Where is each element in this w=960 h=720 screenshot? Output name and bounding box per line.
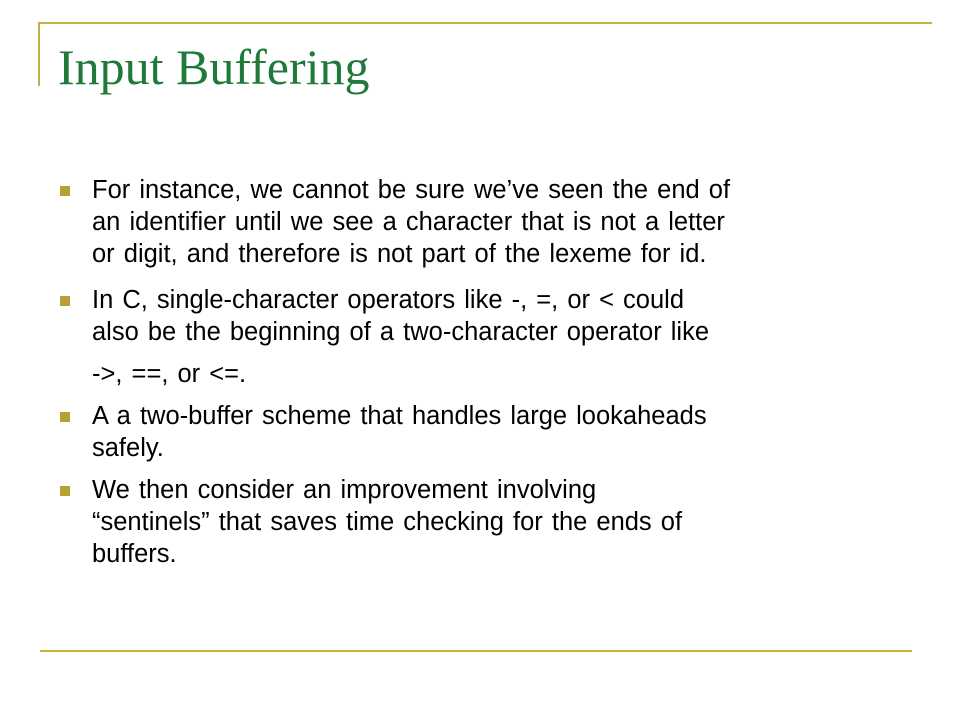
bullet-item [60,474,900,570]
bullet-list [60,174,900,570]
bottom-divider-line [40,650,912,652]
bullet-item [60,284,900,390]
bullet-text-line: safely. [92,434,164,462]
slide-title: Input Buffering [58,39,370,95]
top-divider-line [38,22,932,24]
square-bullet-icon [60,186,70,196]
bullet-text-line: ->, ==, or <=. [92,360,247,388]
bullet-item [60,174,900,270]
square-bullet-icon [60,412,70,422]
bullet-text-line: an identifier until we see a character that is not a letter [92,208,725,236]
bullet-text-line: or digit, and therefore is not part of the lexeme for id. [92,240,707,268]
bullet-text-line: also be the beginning of a two-character operator like [92,318,710,346]
square-bullet-icon [60,486,70,496]
bullet-text-line: buffers. [92,540,177,568]
bullet-text-line: We then consider an improvement involving [92,476,597,504]
bullet-text-line: In C, single-character operators like -, =, or < could [92,286,685,314]
left-divider-line [38,22,40,86]
bullet-text-line: “sentinels” that saves time checking for the ends of [92,508,683,536]
square-bullet-icon [60,296,70,306]
bullet-text-line: For instance, we cannot be sure we’ve seen the end of [92,176,731,204]
bullet-text-line: A a two-buffer scheme that handles large lookaheads [92,402,707,430]
bullet-item [60,400,900,464]
